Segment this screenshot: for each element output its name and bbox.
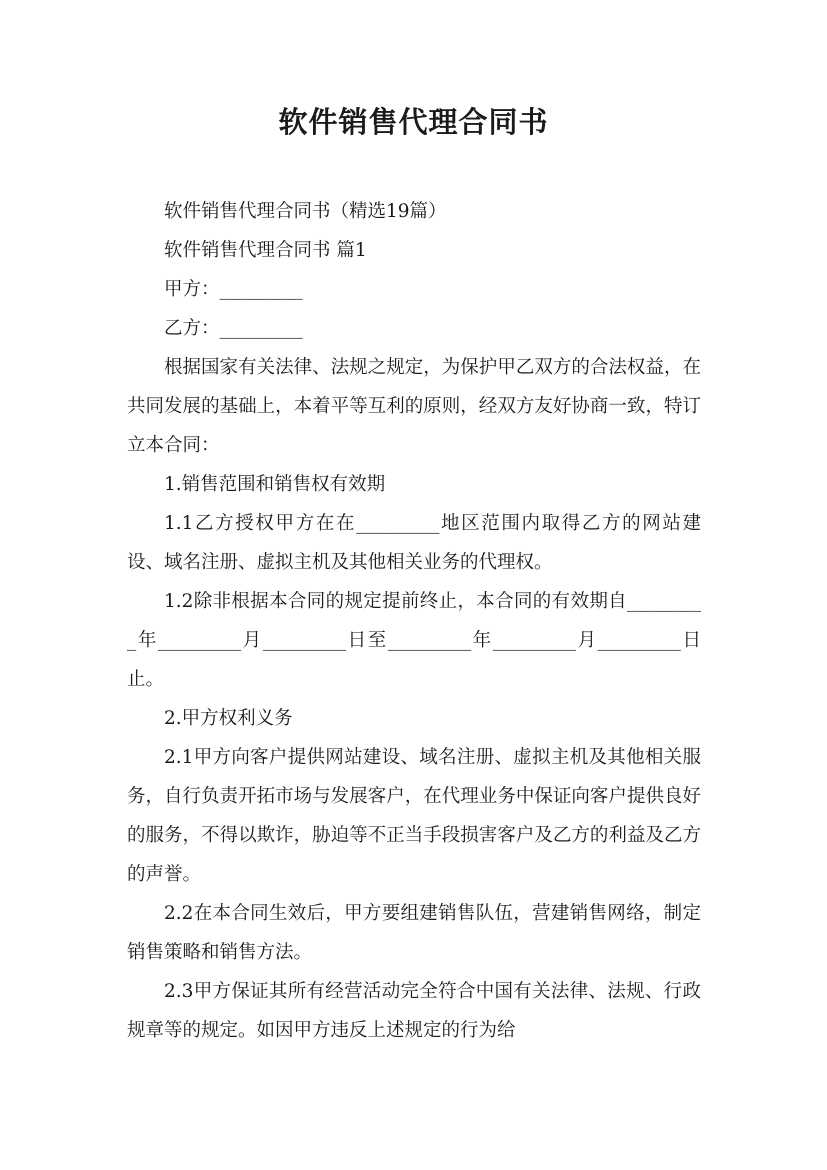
section-heading-2: 2.甲方权利义务 (164, 708, 293, 729)
document-body (127, 192, 701, 1050)
clause-1-2: 1.2除非根据本合同的规定提前终止，本合同的有效期自_________年_________月_________日至_________年_________月_________日止。 (127, 591, 701, 690)
paragraph-heading-collection: 软件销售代理合同书（精选19篇） (164, 201, 447, 222)
section-heading-1: 1.销售范围和销售权有效期 (164, 474, 386, 495)
paragraph-heading-part1: 软件销售代理合同书 篇1 (164, 240, 367, 261)
clause-1-1: 1.1乙方授权甲方在在_________地区范围内取得乙方的网站建设、域名注册、虚拟主机及其他相关业务的代理权。 (127, 513, 701, 573)
clause-2-2: 2.2在本合同生效后，甲方要组建销售队伍，营建销售网络，制定销售策略和销售方法。 (127, 903, 701, 963)
clause-2-3: 2.3甲方保证其所有经营活动完全符合中国有关法律、法规、行政规章等的规定。如因甲方违反上述规定的行为给 (127, 981, 701, 1041)
party-a-line: 甲方：_________ (164, 279, 303, 300)
document-title: 软件销售代理合同书 (278, 105, 549, 139)
clause-2-1: 2.1甲方向客户提供网站建设、域名注册、虚拟主机及其他相关服务，自行负责开拓市场与发展客户，在代理业务中保证向客户提供良好的服务，不得以欺诈，胁迫等不正当手段损害客户及乙方的利益及乙方的声誉。 (127, 747, 701, 885)
paragraph-preamble: 根据国家有关法律、法规之规定，为保护甲乙双方的合法权益，在共同发展的基础上，本着平等互利的原则，经双方友好协商一致，特订立本合同： (127, 357, 701, 456)
party-b-line: 乙方：_________ (164, 318, 303, 339)
